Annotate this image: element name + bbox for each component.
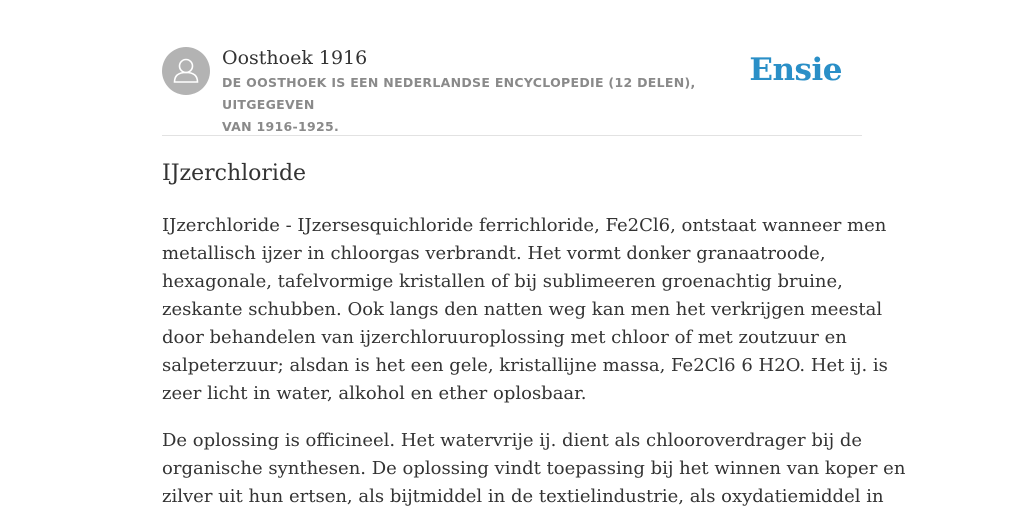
article-paragraph: [162, 212, 888, 408]
source-description-line: DE OOSTHOEK IS EEN NEDERLANDSE ENCYCLOPEDIE (12 DELEN), UITGEGEVEN: [222, 75, 696, 112]
paragraph-line: salpeterzuur; alsdan is het een gele, kristallijne massa, Fe2Cl6 6 H2O. Het ij. is: [162, 355, 888, 376]
source-description: [222, 72, 762, 138]
paragraph-line: IJzerchloride - IJzersesquichloride ferrichloride, Fe2Cl6, ontstaat wanneer men: [162, 215, 887, 236]
ensie-logo[interactable]: Ensie: [749, 52, 842, 88]
header-divider: [162, 135, 862, 136]
article-title: IJzerchloride: [162, 161, 307, 186]
paragraph-line: door behandelen van ijzerchloruuroplossing met chloor of met zoutzuur en: [162, 327, 847, 348]
paragraph-line: metallisch ijzer in chloorgas verbrandt. Het vormt donker granaatroode,: [162, 243, 826, 264]
paragraph-line: zeskante schubben. Ook langs den natten weg kan men het verkrijgen meestal: [162, 299, 883, 320]
paragraph-line: zilver uit hun ertsen, als bijtmiddel in de textielindustrie, als oxydatiemiddel in: [162, 486, 884, 507]
article-paragraph: [162, 427, 906, 511]
source-name[interactable]: Oosthoek 1916: [222, 47, 368, 69]
paragraph-line: organische synthesen. De oplossing vindt toepassing bij het winnen van koper en: [162, 458, 906, 479]
paragraph-line: zeer licht in water, alkohol en ether oplosbaar.: [162, 383, 587, 404]
paragraph-line: hexagonale, tafelvormige kristallen of bij sublimeeren groenachtig bruine,: [162, 271, 843, 292]
paragraph-line: De oplossing is officineel. Het watervrije ij. dient als chlooroverdrager bij de: [162, 430, 863, 451]
article-body: [162, 212, 906, 511]
source-header: [162, 46, 862, 134]
source-description-line: VAN 1916-1925.: [222, 119, 340, 134]
paragraph-gap: [162, 408, 862, 427]
user-icon: [162, 47, 210, 95]
